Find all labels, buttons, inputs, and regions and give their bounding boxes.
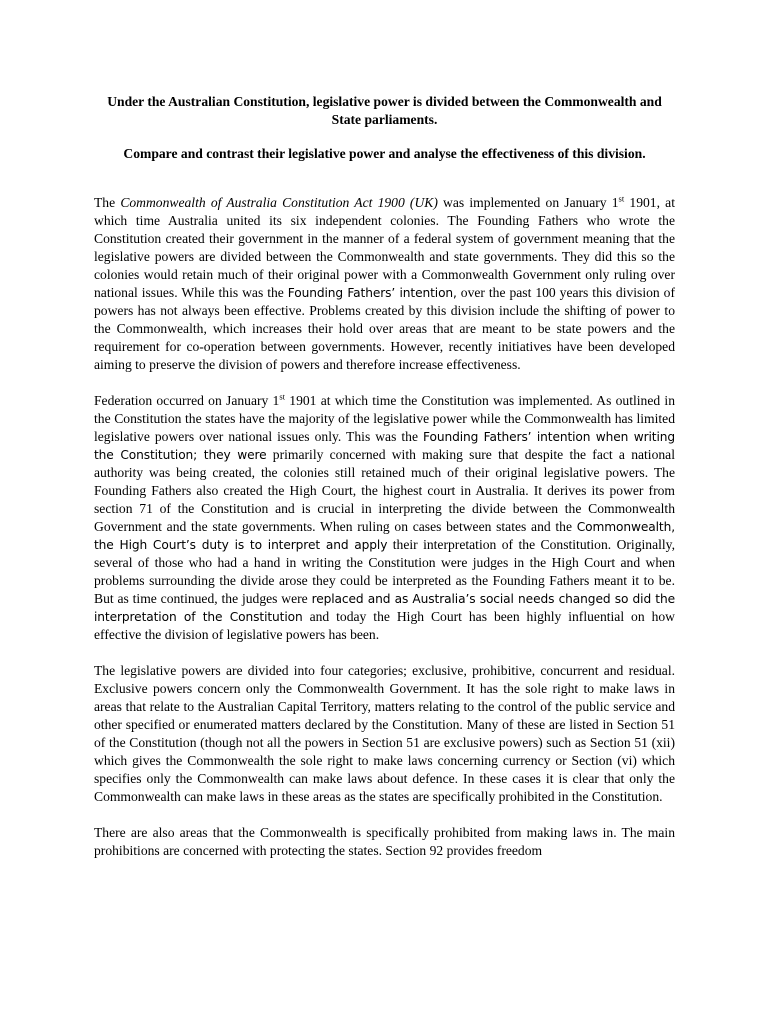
essay-question-title: Under the Australian Constitution, legislative power is divided between the Commonwealth and State parliaments. — [107, 94, 662, 127]
paragraph-introduction: The Commonwealth of Australia Constitution Act 1900 (UK) was implemented on January 1st 1901, at which time Australia united its six independent colonies. The Founding Fathers who wrote the Constitution created their government in the manner of a federal system of government meaning that the legislative powers are divided between the Commonwealth and state governments. They did this so the colonies would retain much of their original power with a Commonwealth Government only ruling over national issues. While this was the Founding Fathers’ intention, over the past 100 years this division of powers has not always been effective. Problems created by this division include the shifting of power to the Commonwealth, which increases their hold over areas that are meant to be state powers and the requirement for co-operation between governments. However, recently initiatives have been developed aiming to preserve the division of powers and therefore increase effectiveness. — [94, 193, 675, 372]
paragraph-legislative-powers: The legislative powers are divided into four categories; exclusive, prohibitive, concurrent and residual. Exclusive powers concern only the Commonwealth Government. It has the sole right to make laws in areas that relate to the Australian Capital Territory, matters relating to the control of the public service and other specified or enumerated matters declared by the Constitution. Many of these are listed in Section 51 of the Constitution (though not all the powers in Section 51 are exclusive powers) such as Section 51 (xii) which gives the Commonwealth the sole right to make laws concerning currency or Section (vi) which specifies only the Commonwealth can make laws about defence. In these cases it is clear that only the Commonwealth can make laws in these areas as the states are specifically prohibited in the Constitution. — [94, 663, 675, 804]
paragraph-prohibitions: There are also areas that the Commonwealth is specifically prohibited from making laws in. The main prohibitions are concerned with protecting the states. Section 92 provides freedom — [94, 825, 675, 858]
paragraph-federation: Federation occurred on January 1st 1901 at which time the Constitution was implemented. As outlined in the Constitution the states have the majority of the legislative power while the Commonwealth has limited legislative powers over national issues only. This was the Founding Fathers’ intention when writing the Constitution; they were primarily concerned with making sure that despite the fact a national authority was being created, the colonies still retained much of their original legislative powers. The Founding Fathers also created the High Court, the highest court in Australia. It derives its power from section 71 of the Constitution and is crucial in interpreting the divide between the Commonwealth Government and the state governments. When ruling on cases between states and the Commonwealth, the High Court’s duty is to interpret and apply their interpretation of the Constitution. Originally, several of those who had a hand in writing the Constitution were judges in the High Court and when problems surrounding the divide arose they could be interpreted as the Founding Fathers meant it to be. But as time continued, the judges were replaced and as Australia’s social needs changed so did the interpretation of the Constitution and today the High Court has been highly influential on how effective the division of legislative powers has been. — [94, 391, 676, 642]
essay-question-task: Compare and contrast their legislative power and analyse the effectiveness of this division. — [123, 146, 646, 161]
act-title: Commonwealth of Australia Constitution Act 1900 (UK) — [120, 195, 438, 210]
